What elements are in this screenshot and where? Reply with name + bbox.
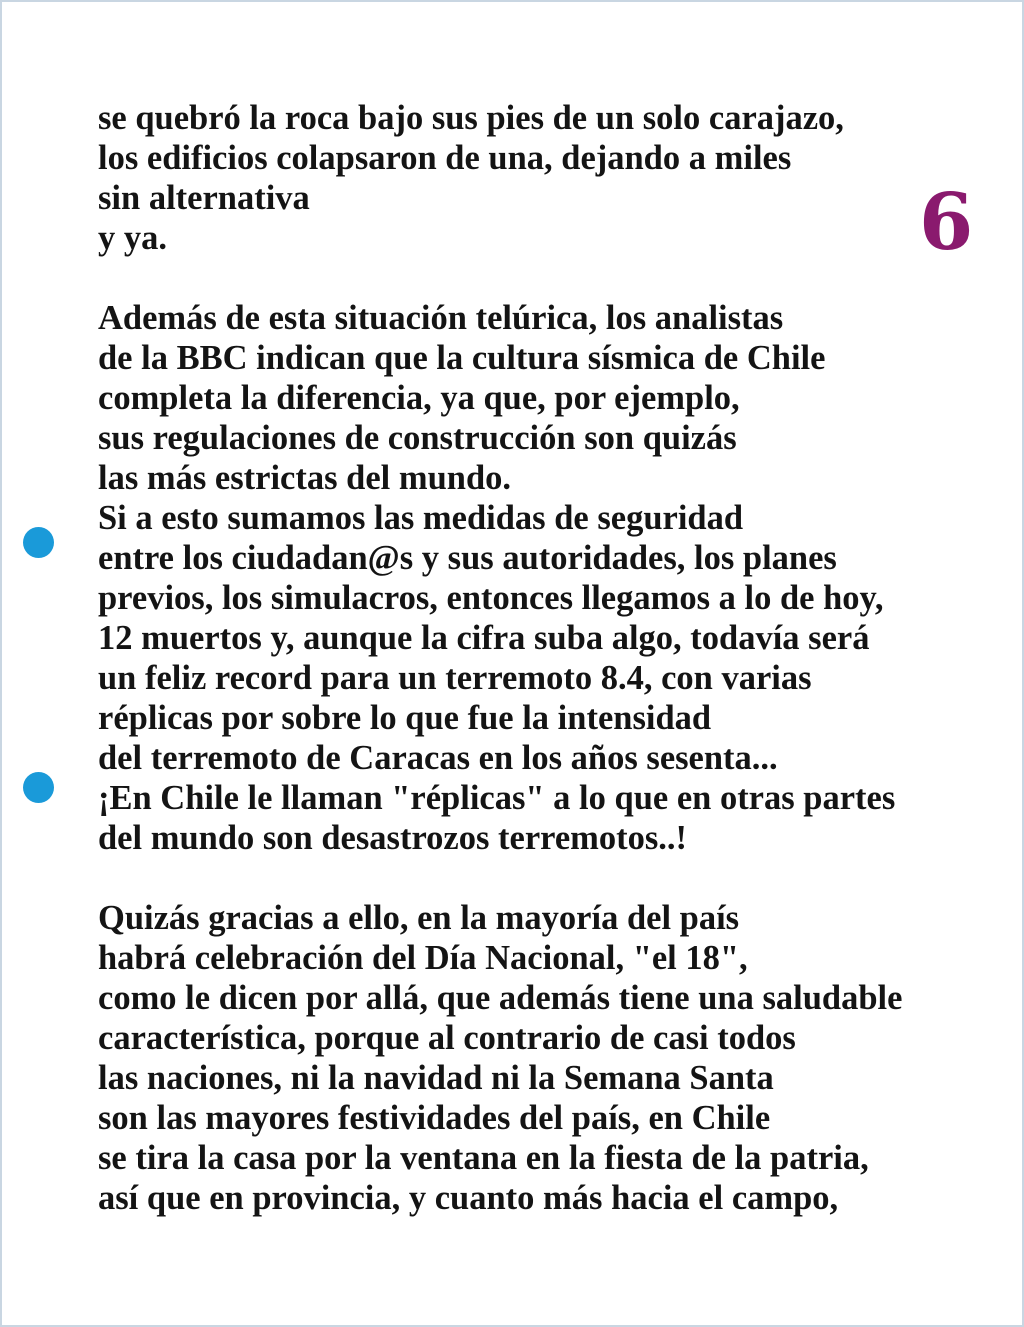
text-line: los edificios colapsaron de una, dejando a miles: [98, 139, 792, 177]
text-line: ¡En Chile le llaman "réplicas" a lo que en otras partes: [98, 779, 896, 817]
text-line: como le dicen por allá, que además tiene una saludable: [98, 979, 903, 1017]
text-line: son las mayores festividades del país, en Chile: [98, 1099, 771, 1137]
text-line: del terremoto de Caracas en los años sesenta...: [98, 739, 778, 777]
text-line: Si a esto sumamos las medidas de seguridad: [98, 499, 744, 537]
text-line: sin alternativa: [98, 179, 310, 217]
text-line: réplicas por sobre lo que fue la intensidad: [98, 699, 712, 737]
paragraph-3: [98, 898, 998, 1218]
text-line: las naciones, ni la navidad ni la Semana Santa: [98, 1059, 774, 1097]
text-line: 12 muertos y, aunque la cifra suba algo, todavía será: [98, 619, 870, 657]
text-line: se tira la casa por la ventana en la fiesta de la patria,: [98, 1139, 869, 1177]
text-line: y ya.: [98, 219, 167, 257]
binder-hole-top: [23, 527, 54, 558]
text-line: sus regulaciones de construcción son quizás: [98, 419, 737, 457]
text-line: así que en provincia, y cuanto más hacia el campo,: [98, 1179, 839, 1217]
text-line: las más estrictas del mundo.: [98, 459, 512, 497]
text-line: característica, porque al contrario de casi todos: [98, 1019, 796, 1057]
text-line: Quizás gracias a ello, en la mayoría del país: [98, 899, 740, 937]
binder-hole-bottom: [23, 772, 54, 803]
text-line: previos, los simulacros, entonces llegamos a lo de hoy,: [98, 579, 884, 617]
text-line: del mundo son desastrozos terremotos..!: [98, 819, 688, 857]
paragraph-2: [98, 298, 998, 858]
paragraph-1: [98, 98, 998, 258]
text-line: Además de esta situación telúrica, los analistas: [98, 299, 784, 337]
text-line: entre los ciudadan@s y sus autoridades, los planes: [98, 539, 837, 577]
body-text: [98, 98, 998, 1258]
text-line: completa la diferencia, ya que, por ejemplo,: [98, 379, 740, 417]
text-line: un feliz record para un terremoto 8.4, con varias: [98, 659, 812, 697]
page-number: 6: [919, 177, 974, 268]
text-line: de la BBC indican que la cultura sísmica de Chile: [98, 339, 826, 377]
text-line: se quebró la roca bajo sus pies de un solo carajazo,: [98, 99, 844, 137]
text-line: habrá celebración del Día Nacional, "el 18",: [98, 939, 748, 977]
